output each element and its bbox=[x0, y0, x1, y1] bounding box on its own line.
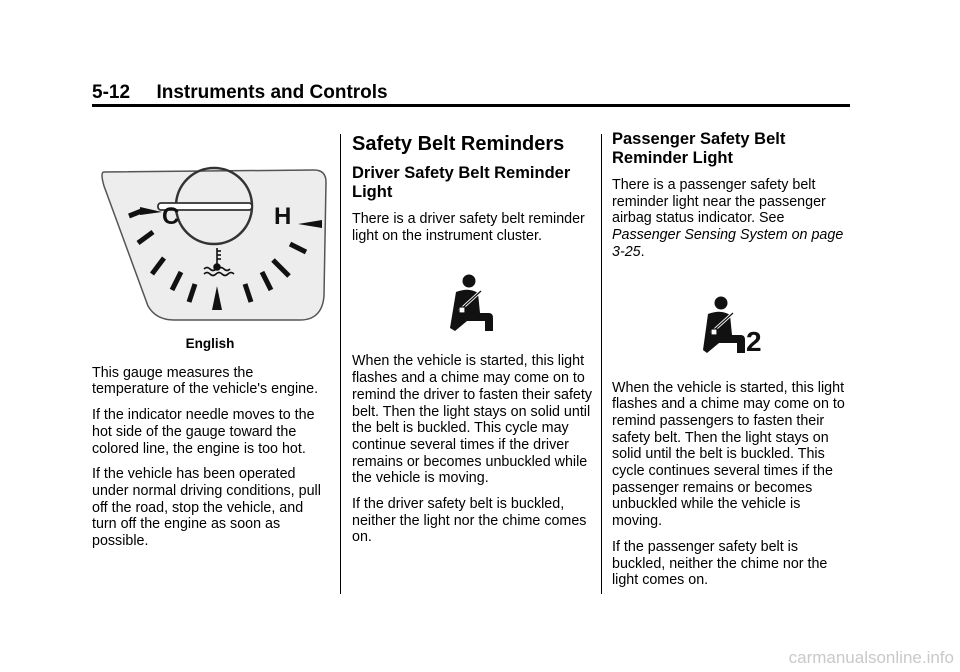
page-number: 5-12 bbox=[92, 82, 131, 103]
passenger-seatbelt-icon bbox=[703, 295, 763, 355]
intro-paragraph bbox=[612, 177, 854, 261]
gauge-hot-label: H bbox=[274, 203, 292, 230]
passenger-icon-number: 2 bbox=[746, 325, 762, 355]
seatbelt-icon bbox=[447, 273, 497, 333]
cross-reference-link[interactable]: Passenger Sensing System on page 3-25 bbox=[612, 227, 844, 260]
paragraph: This gauge measures the temperature of the vehicle's engine. bbox=[92, 364, 319, 398]
subsection-heading: Driver Safety Belt Reminder Light bbox=[352, 164, 571, 201]
column-divider-1 bbox=[340, 134, 341, 594]
header-rule bbox=[92, 104, 850, 107]
intro-end: . bbox=[640, 243, 645, 260]
paragraph: If the passenger safety belt is buckled, neither the chime nor the light comes on. bbox=[612, 538, 828, 589]
watermark: carmanualsonline.info bbox=[788, 648, 954, 667]
column-passenger-reminder bbox=[612, 128, 854, 598]
gauge-caption: English bbox=[185, 336, 235, 351]
intro-text: There is a passenger safety belt reminder light near the passenger airbag status indicator. See bbox=[612, 177, 826, 227]
intro-paragraph: There is a driver safety belt reminder light on the instrument cluster. bbox=[352, 211, 585, 244]
column-driver-reminder bbox=[352, 128, 592, 555]
column-divider-2 bbox=[601, 134, 602, 594]
section-title: Instruments and Controls bbox=[156, 82, 388, 103]
paragraph: If the indicator needle moves to the hot side of the gauge toward the colored line, the engine is too hot. bbox=[92, 407, 315, 457]
gauge-cold-label: C bbox=[162, 203, 180, 230]
page-header-title bbox=[92, 82, 388, 104]
coolant-temperature-gauge bbox=[96, 148, 328, 324]
section-heading: Safety Belt Reminders bbox=[352, 133, 565, 155]
paragraph: If the driver safety belt is buckled, neither the light nor the chime comes on. bbox=[352, 496, 587, 546]
page-header bbox=[92, 80, 850, 106]
column-gauge bbox=[92, 128, 328, 559]
subsection-heading: Passenger Safety Belt Reminder Light bbox=[612, 130, 786, 167]
paragraph: When the vehicle is started, this light flashes and a chime may come on to remind the driver to fasten their safety belt. Then the light stays on solid until the belt is buckled. This cycle may continue several times if the driver remains or becomes unbuckled while the vehicle is moving. bbox=[352, 353, 592, 487]
paragraph: If the vehicle has been operated under normal driving conditions, pull off the road, stop the vehicle, and turn off the engine as soon as possible. bbox=[92, 466, 321, 550]
paragraph: When the vehicle is started, this light flashes and a chime may come on to remind passengers to fasten their safety belt. Then the light stays on solid until the belt is buckled. This cycle continues several times if the passenger remains or becomes unbuckled while the vehicle is moving. bbox=[612, 379, 845, 530]
